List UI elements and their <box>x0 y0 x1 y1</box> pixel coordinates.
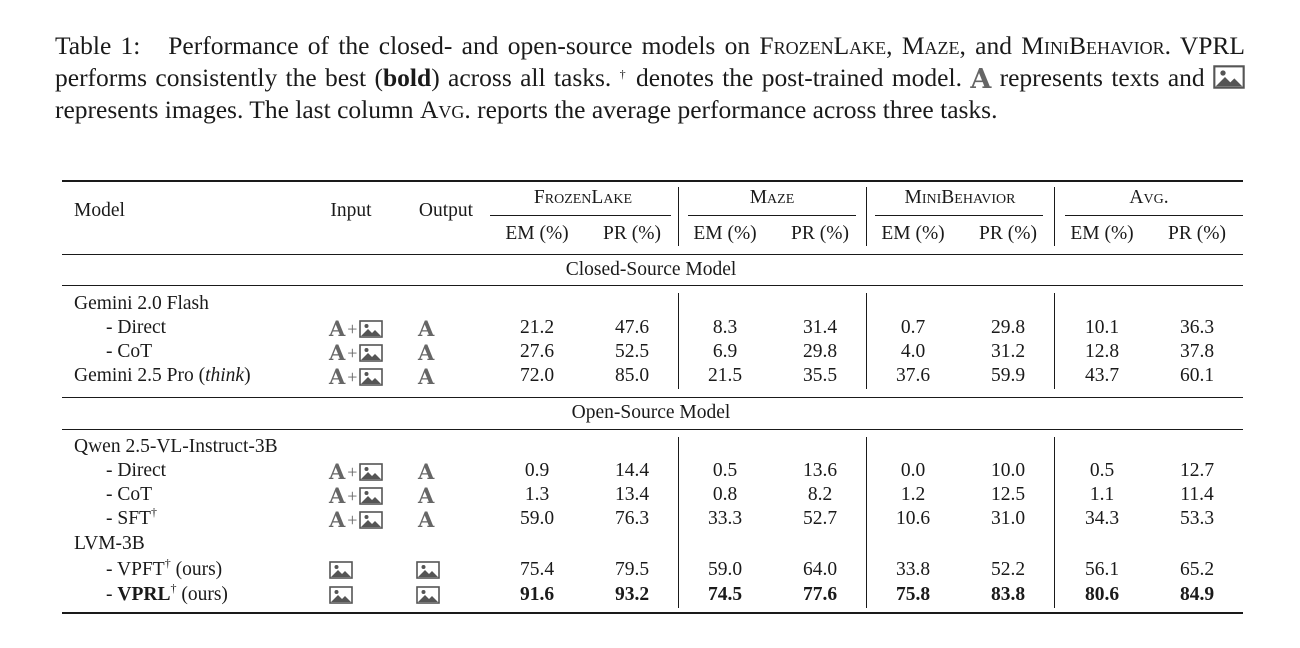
model-group-label: LVM-3B <box>74 533 145 554</box>
value-cell: 0.5 <box>1089 460 1115 481</box>
row-label: - SFT† <box>106 505 157 529</box>
column-divider <box>678 187 679 246</box>
column-divider <box>1054 187 1055 246</box>
header-input: Input <box>330 200 372 221</box>
value-cell: 10.1 <box>1084 317 1120 338</box>
image-icon <box>359 463 383 481</box>
value-cell: 31.2 <box>990 341 1026 362</box>
value-cell-best: 83.8 <box>990 584 1026 605</box>
value-cell: 29.8 <box>990 317 1026 338</box>
value-cell: 0.0 <box>900 460 926 481</box>
task-maze: Maze <box>901 31 960 60</box>
value-cell: 65.2 <box>1179 559 1215 580</box>
value-cell: 52.7 <box>802 508 838 529</box>
value-cell: 36.3 <box>1179 317 1215 338</box>
header-group-avg: Avg. <box>1129 187 1169 208</box>
input-modality-image <box>329 561 353 579</box>
value-cell: 34.3 <box>1084 508 1120 529</box>
value-cell: 31.0 <box>990 508 1026 529</box>
header-rule <box>62 254 1243 255</box>
avg-word: Avg. <box>419 95 471 124</box>
output-modality-text <box>418 342 434 363</box>
value-cell: 12.7 <box>1179 460 1215 481</box>
row-label: Gemini 2.5 Pro (think) <box>74 365 251 386</box>
value-cell: 64.0 <box>802 559 838 580</box>
text-icon: A <box>329 507 346 532</box>
output-modality-text <box>418 485 434 506</box>
value-cell: 1.2 <box>900 484 926 505</box>
value-cell: 29.8 <box>802 341 838 362</box>
value-cell: 10.6 <box>895 508 931 529</box>
header-metric: EM (%) <box>693 223 757 244</box>
value-cell: 1.1 <box>1089 484 1115 505</box>
model-group-label: Gemini 2.0 Flash <box>74 293 209 314</box>
value-cell-best: 84.9 <box>1179 584 1215 605</box>
value-cell: 1.3 <box>524 484 550 505</box>
row-label: - VPRL† (ours) <box>106 581 228 605</box>
group-underline <box>875 215 1043 216</box>
output-modality-text <box>418 366 434 387</box>
text-icon: A <box>418 364 435 389</box>
value-cell: 12.5 <box>990 484 1026 505</box>
section-rule <box>62 285 1243 286</box>
input-modality-text-image: A + <box>329 342 383 363</box>
row-label: - Direct <box>106 317 167 338</box>
output-modality-text <box>418 509 434 530</box>
text-icon: A <box>418 459 435 484</box>
group-underline <box>688 215 856 216</box>
image-modality-icon <box>1213 65 1245 89</box>
output-modality-text <box>418 318 434 339</box>
header-metric: PR (%) <box>1168 223 1226 244</box>
value-cell: 21.5 <box>707 365 743 386</box>
value-cell: 6.9 <box>712 341 738 362</box>
value-cell: 59.0 <box>519 508 555 529</box>
header-metric: EM (%) <box>881 223 945 244</box>
group-underline <box>490 215 671 216</box>
table-caption: Table 1: Performance of the closed- and open-source models on FrozenLake, Maze, and MiniBehavior. VPRL performs consistently the best (bold) across all tasks. † denotes the post-trained model. A represents texts and represents images. The last column Avg. reports the average performance across three tasks. <box>55 31 1246 124</box>
input-modality-text-image: A + <box>329 485 383 506</box>
header-group-minibehavior: MiniBehavior <box>904 187 1016 208</box>
header-metric: EM (%) <box>1070 223 1134 244</box>
image-icon <box>416 586 440 604</box>
value-cell: 47.6 <box>614 317 650 338</box>
value-cell: 76.3 <box>614 508 650 529</box>
value-cell: 0.8 <box>712 484 738 505</box>
value-cell: 85.0 <box>614 365 650 386</box>
value-cell: 13.4 <box>614 484 650 505</box>
value-cell-best: 75.8 <box>895 584 931 605</box>
value-cell: 43.7 <box>1084 365 1120 386</box>
value-cell-best: 80.6 <box>1084 584 1120 605</box>
task-frozenlake: FrozenLake <box>759 31 887 60</box>
value-cell: 75.4 <box>519 559 555 580</box>
value-cell-best: 91.6 <box>519 584 555 605</box>
value-cell: 31.4 <box>802 317 838 338</box>
image-icon <box>329 586 353 604</box>
value-cell: 0.7 <box>900 317 926 338</box>
bottom-rule <box>62 612 1243 614</box>
value-cell: 59.9 <box>990 365 1026 386</box>
text-icon: A <box>418 340 435 365</box>
row-label: - VPFT† (ours) <box>106 556 223 580</box>
header-metric: PR (%) <box>603 223 661 244</box>
row-label: - CoT <box>106 341 153 362</box>
value-cell: 8.2 <box>807 484 833 505</box>
value-cell: 12.8 <box>1084 341 1120 362</box>
value-cell: 52.5 <box>614 341 650 362</box>
column-divider <box>866 293 867 389</box>
value-cell: 37.8 <box>1179 341 1215 362</box>
image-icon <box>359 511 383 529</box>
header-metric: EM (%) <box>505 223 569 244</box>
header-group-maze: Maze <box>749 187 795 208</box>
value-cell: 72.0 <box>519 365 555 386</box>
image-icon <box>359 487 383 505</box>
output-modality-text <box>418 461 434 482</box>
image-icon <box>329 561 353 579</box>
input-modality-text-image: A + <box>329 461 383 482</box>
text-modality-icon: A <box>970 64 992 95</box>
output-modality-image <box>416 586 440 604</box>
value-cell: 8.3 <box>712 317 738 338</box>
group-underline <box>1065 215 1243 216</box>
value-cell: 13.6 <box>802 460 838 481</box>
header-output: Output <box>418 200 474 221</box>
section-rule <box>62 397 1243 398</box>
section-title-closed: Closed-Source Model <box>565 259 737 280</box>
text-icon: A <box>329 340 346 365</box>
text-icon: A <box>329 483 346 508</box>
input-modality-text-image: A + <box>329 318 383 339</box>
input-modality-image <box>329 586 353 604</box>
value-cell: 27.6 <box>519 341 555 362</box>
image-icon <box>359 344 383 362</box>
text-icon: A <box>418 483 435 508</box>
column-divider <box>1054 293 1055 389</box>
column-divider <box>678 293 679 389</box>
text-icon: A <box>418 316 435 341</box>
image-icon <box>359 368 383 386</box>
value-cell: 0.9 <box>524 460 550 481</box>
top-rule <box>62 180 1243 182</box>
value-cell: 79.5 <box>614 559 650 580</box>
value-cell: 60.1 <box>1179 365 1215 386</box>
text-icon: A <box>329 316 346 341</box>
value-cell-best: 74.5 <box>707 584 743 605</box>
value-cell: 21.2 <box>519 317 555 338</box>
image-icon <box>416 561 440 579</box>
value-cell-best: 93.2 <box>614 584 650 605</box>
header-group-frozenlake: FrozenLake <box>533 187 633 208</box>
value-cell: 10.0 <box>990 460 1026 481</box>
task-minibehavior: MiniBehavior <box>1021 31 1165 60</box>
column-divider <box>678 437 679 608</box>
value-cell: 35.5 <box>802 365 838 386</box>
value-cell: 53.3 <box>1179 508 1215 529</box>
section-rule <box>62 429 1243 430</box>
value-cell: 56.1 <box>1084 559 1120 580</box>
output-modality-image <box>416 561 440 579</box>
caption-label: Table 1: <box>55 31 141 60</box>
value-cell: 11.4 <box>1180 484 1214 505</box>
header-metric: PR (%) <box>979 223 1037 244</box>
value-cell: 37.6 <box>895 365 931 386</box>
column-divider <box>866 187 867 246</box>
value-cell: 59.0 <box>707 559 743 580</box>
input-modality-text-image: A + <box>329 509 383 530</box>
column-divider <box>866 437 867 608</box>
header-model: Model <box>74 200 125 221</box>
value-cell: 33.8 <box>895 559 931 580</box>
value-cell-best: 77.6 <box>802 584 838 605</box>
text-icon: A <box>418 507 435 532</box>
row-label: - CoT <box>106 484 153 505</box>
section-title-open: Open-Source Model <box>571 402 731 423</box>
input-modality-text-image: A + <box>329 366 383 387</box>
value-cell: 0.5 <box>712 460 738 481</box>
column-divider <box>1054 437 1055 608</box>
header-metric: PR (%) <box>791 223 849 244</box>
value-cell: 33.3 <box>707 508 743 529</box>
row-label: - Direct <box>106 460 167 481</box>
value-cell: 4.0 <box>900 341 926 362</box>
value-cell: 14.4 <box>614 460 650 481</box>
value-cell: 52.2 <box>990 559 1026 580</box>
image-icon <box>359 320 383 338</box>
text-icon: A <box>329 459 346 484</box>
model-group-label: Qwen 2.5-VL-Instruct-3B <box>74 436 278 457</box>
text-icon: A <box>329 364 346 389</box>
